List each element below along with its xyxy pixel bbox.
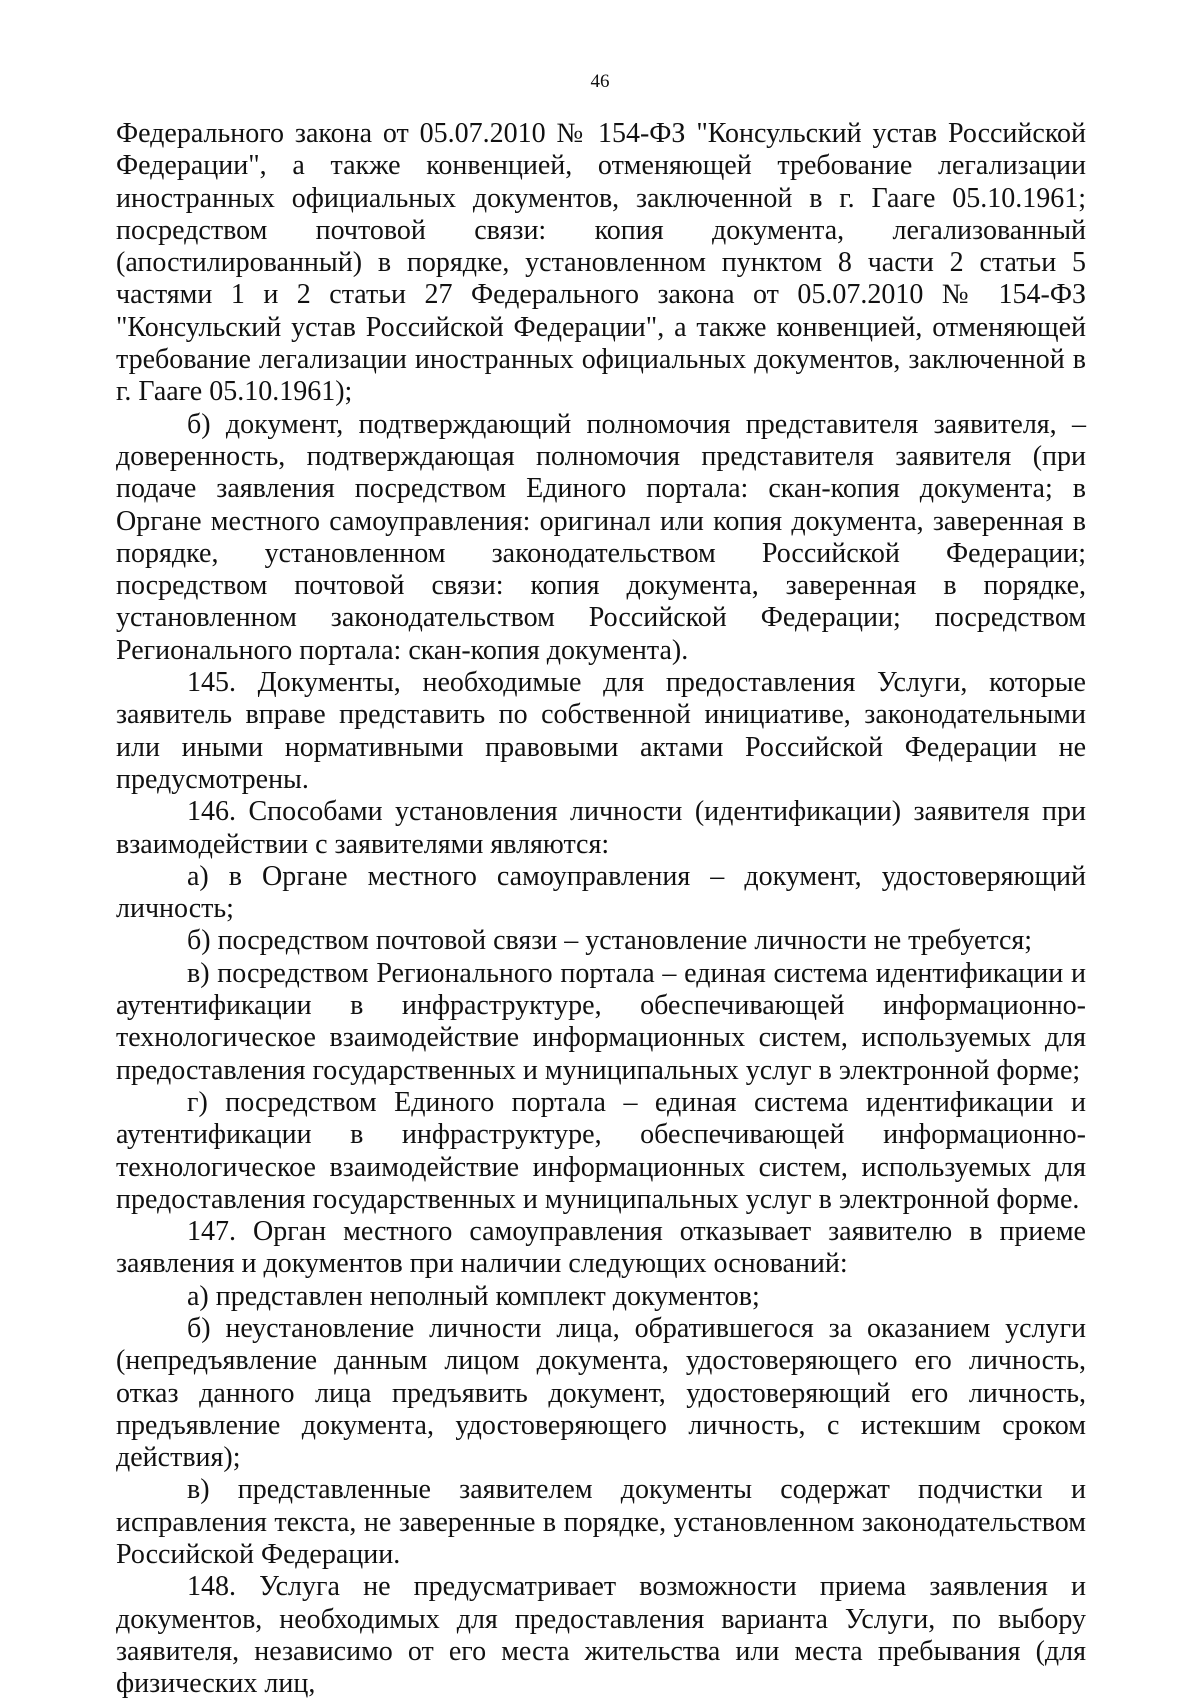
paragraph-146-g: г) посредством Единого портала – единая система идентификации и аутентификации в инфраструктуре, обеспечивающей информационно-технологическое взаимодействие информационных систем, используемых для предоставления государственных и муниципальных услуг в электронной форме. — [116, 1086, 1086, 1215]
paragraph-146-a: а) в Органе местного самоуправления – документ, удостоверяющий личность; — [116, 860, 1086, 925]
paragraph-147-v: в) представленные заявителем документы содержат подчистки и исправления текста, не заверенные в порядке, установленном законодательством Российской Федерации. — [116, 1474, 1086, 1571]
paragraph-146-v: в) посредством Регионального портала – единая система идентификации и аутентификации в инфраструктуре, обеспечивающей информационно-технологическое взаимодействие информационных систем, используемых для предоставления государственных и муниципальных услуг в электронной форме; — [116, 957, 1086, 1086]
paragraph-145: 145. Документы, необходимые для предоставления Услуги, которые заявитель вправе представить по собственной инициативе, законодательными или иными нормативными правовыми актами Российской Федерации не предусмотрены. — [116, 667, 1086, 795]
paragraph-146: 146. Способами установления личности (идентификации) заявителя при взаимодействии с заявителями являются: — [116, 796, 1086, 860]
paragraph-146-b: б) посредством почтовой связи – установление личности не требуется; — [187, 925, 1033, 957]
paragraph-147: 147. Орган местного самоуправления отказывает заявителю в приеме заявления и документов при наличии следующих оснований: — [116, 1216, 1086, 1280]
paragraph-147-a: а) представлен неполный комплект документов; — [187, 1280, 760, 1312]
paragraph-representative-document: б) документ, подтверждающий полномочия представителя заявителя, – доверенность, подтверждающая полномочия представителя заявителя (при подаче заявления посредством Единого портала: скан-копия документа; в Органе местного самоуправления: оригинал или копия документа, заверенная в порядке, установленном законодательством Российской Федерации; посредством почтовой связи: копия документа, заверенная в порядке, установленном законодательством Российской Федерации; посредством Регионального портала: скан-копия документа). — [116, 408, 1086, 666]
document-body — [116, 118, 1086, 1701]
paragraph-continuation: Федерального закона от 05.07.2010 № 154-ФЗ "Консульский устав Российской Федерации", а также конвенцией, отменяющей требование легализации иностранных официальных документов, заключенной в г. Гааге 05.10.1961; посредством почтовой связи: копия документа, легализованный (апостилированный) в порядке, установленном пунктом 8 части 2 статьи 5 частями 1 и 2 статьи 27 Федерального закона от 05.07.2010 № 154-ФЗ "Консульский устав Российской Федерации", а также конвенцией, отменяющей требование легализации иностранных официальных документов, заключенной в г. Гааге 05.10.1961); — [116, 118, 1086, 408]
page-number: 46 — [590, 71, 610, 92]
paragraph-148: 148. Услуга не предусматривает возможности приема заявления и документов, необходимых для предоставления варианта Услуги, по выбору заявителя, независимо от его места жительства или места пребывания (для физических лиц, — [116, 1571, 1086, 1700]
paragraph-147-b: б) неустановление личности лица, обратившегося за оказанием услуги (непредъявление данным лицом документа, удостоверяющего его личность, отказ данного лица предъявить документ, удостоверяющий его личность, предъявление документа, удостоверяющего личность, с истекшим сроком действия); — [116, 1312, 1086, 1474]
